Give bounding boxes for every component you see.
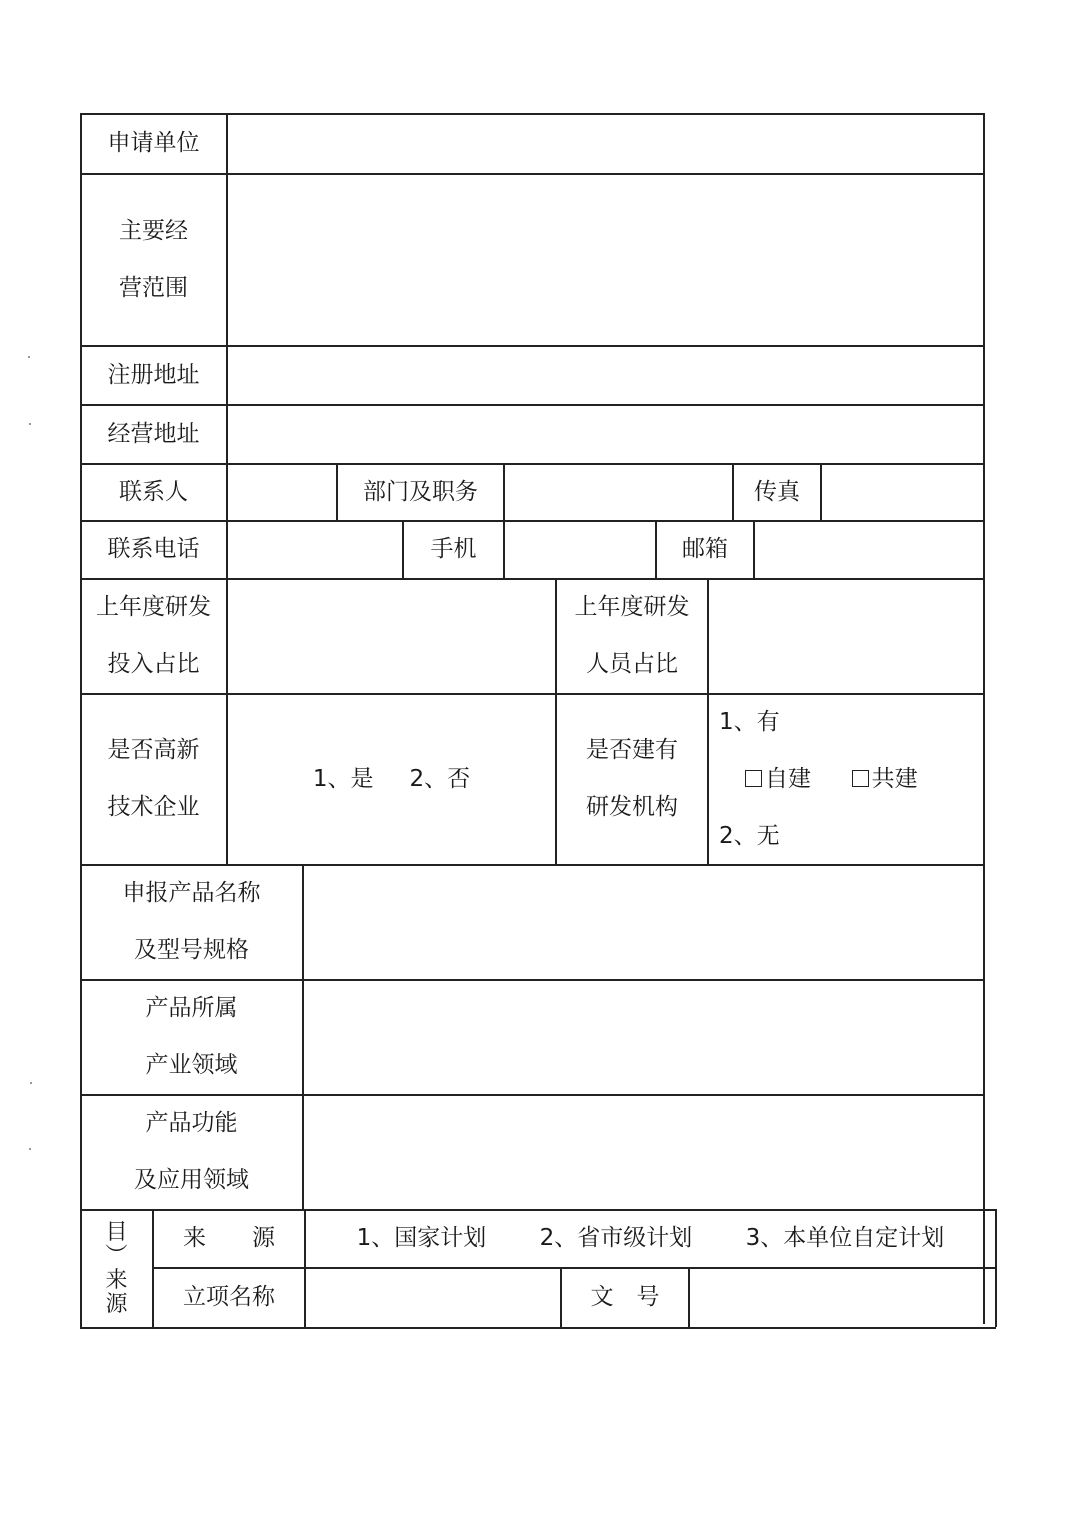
product-industry-field[interactable] — [304, 980, 983, 1094]
doc-number-label: 文 号 — [590, 1284, 660, 1310]
rd-investment-ratio-field[interactable] — [228, 579, 555, 693]
product-function-label — [81, 1095, 302, 1209]
scan-mark — [29, 1148, 31, 1150]
product-name-line2: 及型号规格 — [134, 937, 249, 963]
product-name-label — [81, 865, 302, 979]
registered-address-label: 注册地址 — [107, 361, 200, 388]
contact-phone-label: 联系电话 — [107, 536, 200, 562]
rd-institution-option-no[interactable]: 2、无 — [719, 822, 780, 849]
business-address-field[interactable] — [228, 405, 983, 463]
project-name-field[interactable] — [306, 1268, 560, 1327]
co-built-checkbox[interactable] — [852, 770, 869, 787]
self-built-label: 自建 — [765, 765, 811, 792]
department-position-field[interactable] — [505, 464, 732, 520]
fax-field[interactable] — [822, 464, 983, 520]
business-scope-label-line2: 营范围 — [119, 274, 188, 301]
doc-number-field[interactable] — [690, 1268, 995, 1327]
rd-investment-ratio-label — [81, 579, 226, 693]
business-scope-label — [81, 174, 226, 345]
scan-mark — [28, 356, 30, 358]
scan-mark — [30, 1082, 32, 1084]
side-label-char2: ︶ — [105, 1243, 128, 1269]
contact-person-field[interactable] — [228, 464, 336, 520]
source-option-national[interactable]: 1、国家计划 — [356, 1225, 487, 1251]
product-industry-label — [81, 980, 302, 1094]
product-industry-line1: 产品所属 — [145, 995, 238, 1021]
business-scope-label-line1: 主要经 — [119, 217, 188, 244]
high-tech-label-line1: 是否高新 — [107, 737, 200, 763]
source-label: 来 源 — [183, 1225, 275, 1251]
rd-institution-build-options — [719, 751, 918, 808]
business-address-label: 经营地址 — [107, 420, 200, 447]
project-name-label: 立项名称 — [183, 1284, 275, 1310]
co-built-label: 共建 — [871, 765, 918, 792]
mobile-label: 手机 — [430, 536, 477, 562]
table-border-right — [983, 113, 985, 1324]
product-name-line1: 申报产品名称 — [122, 880, 261, 906]
business-scope-field[interactable] — [228, 174, 983, 345]
side-label-char3: 来 — [105, 1267, 128, 1293]
rd-staff-ratio-line1: 上年度研发 — [574, 594, 690, 620]
rd-staff-ratio-label — [557, 579, 707, 693]
email-label: 邮箱 — [682, 536, 728, 562]
mobile-field[interactable] — [505, 521, 655, 578]
applicant-unit-label: 申请单位 — [107, 130, 200, 156]
rd-investment-ratio-line2: 投入占比 — [107, 651, 200, 677]
rd-institution-label-line1: 是否建有 — [586, 737, 678, 763]
department-position-label: 部门及职务 — [363, 478, 478, 505]
fax-label: 传真 — [754, 478, 800, 505]
high-tech-option-no[interactable]: 2、否 — [409, 765, 471, 792]
rd-staff-ratio-line2: 人员占比 — [586, 651, 678, 677]
self-built-checkbox[interactable] — [745, 770, 762, 787]
scan-mark — [29, 423, 31, 425]
table-border-bottom — [80, 1327, 996, 1329]
applicant-unit-field[interactable] — [228, 114, 983, 173]
col-line — [995, 1209, 997, 1327]
high-tech-label — [81, 694, 226, 864]
project-source-side-label — [81, 1210, 152, 1327]
rd-institution-label-line2: 研发机构 — [586, 794, 678, 820]
source-option-provincial[interactable]: 2、省市级计划 — [539, 1225, 693, 1251]
rd-staff-ratio-field[interactable] — [709, 579, 983, 693]
rd-institution-label — [557, 694, 707, 864]
product-function-field[interactable] — [304, 1095, 983, 1209]
high-tech-options — [228, 694, 555, 864]
source-option-self[interactable]: 3、本单位自定计划 — [745, 1225, 945, 1251]
contact-person-label: 联系人 — [119, 478, 188, 505]
rd-investment-ratio-line1: 上年度研发 — [96, 594, 211, 620]
registered-address-field[interactable] — [228, 346, 983, 404]
rd-institution-options — [709, 694, 983, 864]
email-field[interactable] — [755, 521, 983, 578]
side-label-char4: 源 — [105, 1291, 128, 1317]
high-tech-label-line2: 技术企业 — [107, 794, 200, 820]
product-function-line2: 及应用领域 — [134, 1167, 249, 1193]
contact-phone-field[interactable] — [228, 521, 402, 578]
high-tech-option-yes[interactable]: 1、是 — [312, 765, 374, 792]
product-function-line1: 产品功能 — [145, 1110, 238, 1136]
source-options — [306, 1210, 995, 1267]
rd-institution-option-yes[interactable]: 1、有 — [719, 708, 780, 735]
product-name-field[interactable] — [304, 865, 983, 979]
side-label-char1: 目 — [105, 1219, 128, 1245]
product-industry-line2: 产业领域 — [145, 1052, 238, 1078]
